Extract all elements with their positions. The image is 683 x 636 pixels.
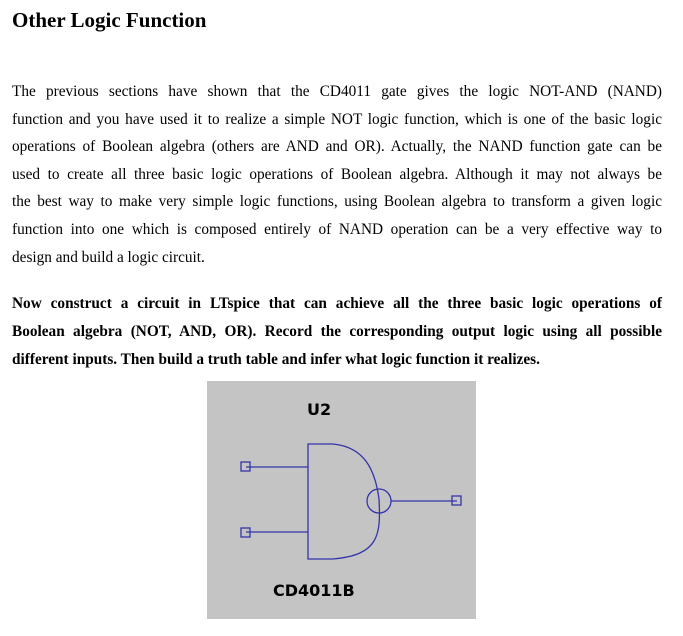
component-part-label: CD4011B [273,581,355,600]
gate-body [308,444,379,559]
nand-gate-figure [207,381,476,619]
paragraph-line: used to create all three basic logic operations of Boolean algebra. Although it may not always be [12,165,662,183]
page-title: Other Logic Function [12,8,207,32]
paragraph-line: The previous sections have shown that the CD4011 gate gives the logic NOT-AND (NAND) [12,83,662,100]
component-ref-label: U2 [307,400,332,419]
paragraph-line: the best way to make very simple logic functions, using Boolean algebra to transform a given logic [12,193,662,211]
paragraph-line: Boolean algebra (NOT, AND, OR). Record the corresponding output logic using all possible [12,323,662,340]
task-paragraph [12,290,662,374]
paragraph-line: function into one which is composed entirely of NAND operation can be a very effective way to [12,220,662,238]
paragraph-line: different inputs. Then build a truth table and infer what logic function it realizes. [12,351,540,368]
paragraph-line: Now construct a circuit in LTspice that can achieve all the three basic logic operations of [12,295,662,312]
intro-paragraph [12,78,662,271]
paragraph-line: function and you have used it to realize a simple NOT logic function, which is one of the basic logic [12,110,662,128]
paragraph-line: design and build a logic circuit. [12,248,205,266]
paragraph-line: operations of Boolean algebra (others are AND and OR). Actually, the NAND function gate can be [12,138,662,156]
